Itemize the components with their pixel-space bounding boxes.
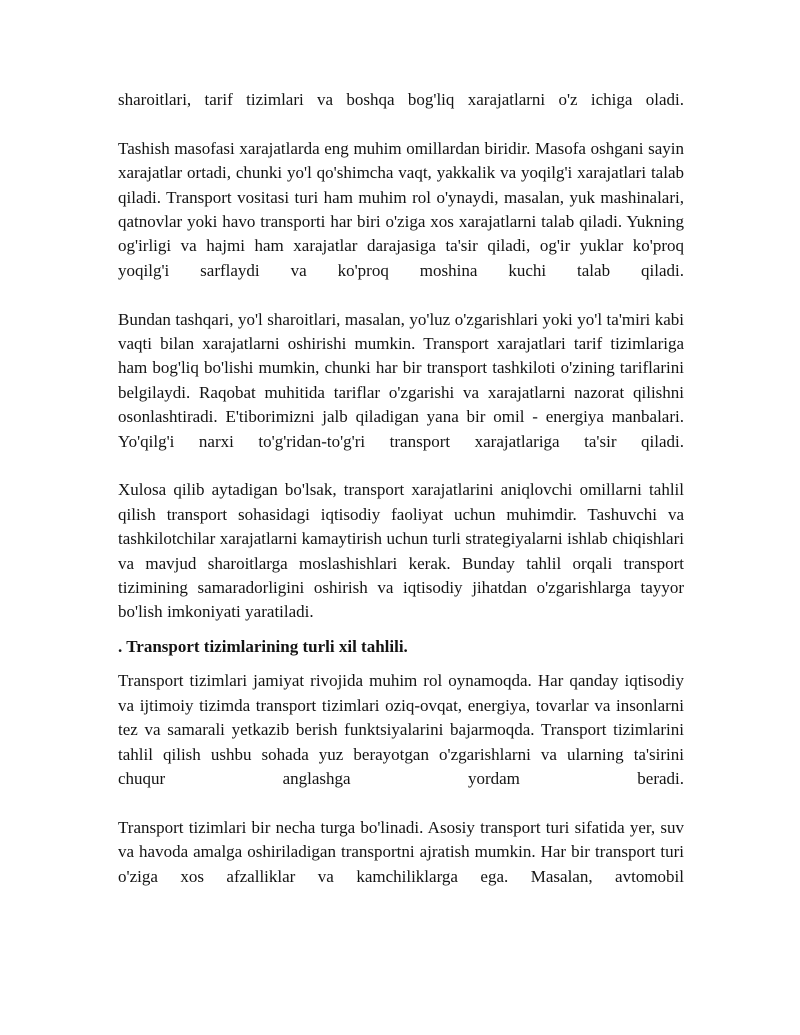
document-page [118, 88, 684, 889]
paragraph-6: Transport tizimlari bir necha turga bo'linadi. Asosiy transport turi sifatida yer, suv va havoda amalga oshiriladigan transportni ajratish mumkin. Har bir transport turi o'ziga xos afzalliklar va kamchiliklarga ega. Masalan, avtomobil [118, 817, 684, 886]
paragraph-spacer [118, 112, 684, 136]
paragraph-spacer [118, 283, 684, 307]
paragraph-5: Transport tizimlari jamiyat rivojida muhim rol oynamoqda. Har qanday iqtisodiy va ijtimoiy tizimda transport tizimlari oziq-ovqat, energiya, tovarlar va insonlarni tez va samarali yetkazib berish funktsiyalarini bajarmoqda. Transport tizimlarini tahlil qilish ushbu sohada yuz berayotgan o'zgarishlarni va ularning ta'sirini chuqur anglashga yordam beradi. [118, 671, 684, 788]
section-heading: . Transport tizimlarining turli xil tahlili. [118, 636, 408, 656]
paragraph-spacer [118, 454, 684, 478]
paragraph-spacer [118, 791, 684, 815]
paragraph-1: sharoitlari, tarif tizimlari va boshqa bog'liq xarajatlarni o'z ichiga oladi. [118, 90, 684, 109]
paragraph-2: Tashish masofasi xarajatlarda eng muhim omillardan biridir. Masofa oshgani sayin xarajatlar ortadi, chunki yo'l qo'shimcha vaqt, yakkalik va yoqilg'i xarajatlari talab qiladi. Transport vositasi turi ham muhim rol o'ynaydi, masalan, yuk mashinalari, qatnovlar yoki havo transporti har biri o'ziga xos xarajatlarni talab qiladi. Yukning og'irligi va hajmi ham xarajatlar darajasiga ta'sir qiladi, og'ir yuklar ko'proq yoqilg'i sarflaydi va ko'proq moshina kuchi talab qiladi. [118, 138, 684, 280]
paragraph-3: Bundan tashqari, yo'l sharoitlari, masalan, yo'luz o'zgarishlari yoki yo'l ta'miri kabi vaqti bilan xarajatlarni oshirishi mumkin. Transport xarajatlari tarif tizimlariga ham bog'liq bo'lishi mumkin, chunki har bir transport tashkiloti o'zining tariflarini belgilaydi. Raqobat muhitida tariflar o'zgarishi va xarajatlarni nazorat qilishni osonlashtiradi. E'tiborimizni jalb qiladigan yana bir omil - energiya manbalari. Yo'qilg'i narxi to'g'ridan-to'g'ri transport xarajatlariga ta'sir qiladi. [118, 309, 684, 451]
paragraph-4: Xulosa qilib aytadigan bo'lsak, transport xarajatlarini aniqlovchi omillarni tahlil qilish transport sohasidagi iqtisodiy faoliyat uchun muhimdir. Tashuvchi va tashkilotchilar xarajatlarni kamaytirish uchun turli strategiyalarni ishlab chiqishlari va mavjud sharoitlarga moslashishlari kerak. Bunday tahlil orqali transport tizimining samaradorligini oshirish va iqtisodiy jihatdan o'zgarishlarga tayyor bo'lish imkoniyati yaratiladi. [118, 480, 684, 622]
